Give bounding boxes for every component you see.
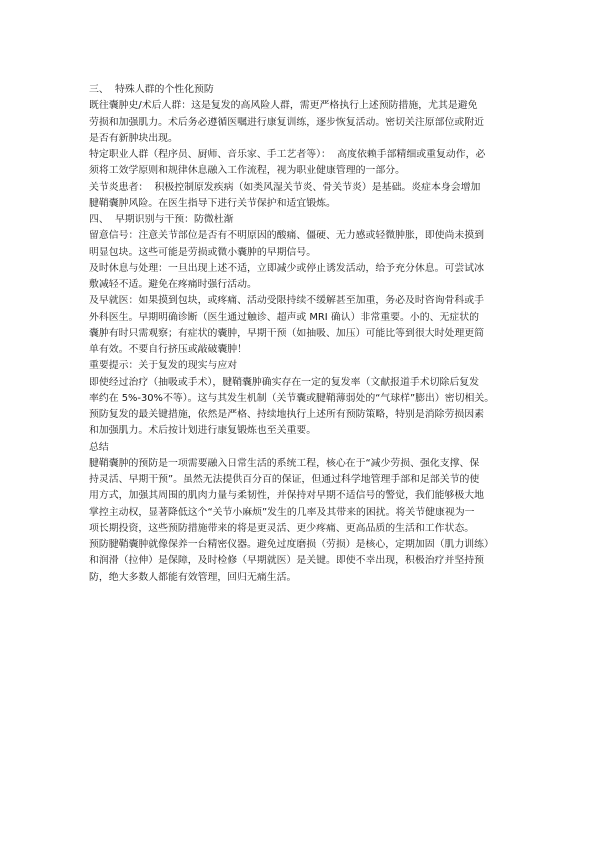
paragraph-line: 用方式，加强其周围的肌肉力量与柔韧性，并保持对早期不适信号的警觉，我们能够极大地	[89, 490, 485, 502]
paragraph-line: 留意信号：注意关节部位是否有不明原因的酸痛、僵硬、无力感或轻微肿胀，即使尚未摸到	[89, 230, 485, 242]
paragraph-line: 即使经过治疗（抽吸或手术），腱鞘囊肿确实存在一定的复发率（文献报道手术切除后复发	[89, 376, 480, 388]
section-heading-special-groups: 三、 特殊人群的个性化预防	[89, 84, 214, 95]
paragraph-line: 明显包块。这些可能是劳损或微小囊肿的早期信号。	[89, 246, 317, 258]
paragraph-line: 项长期投资，这些预防措施带来的将是更灵活、更少疼痛、更高品质的生活和工作状态。	[89, 522, 475, 534]
paragraph-line: 腱鞘囊肿的预防是一项需要融入日常生活的系统工程，核心在于“减少劳损、强化支撑、保	[89, 457, 480, 469]
paragraph-line: 单有效。不要自行挤压或敲破囊肿！	[89, 344, 248, 355]
paragraph-line: 预防腱鞘囊肿就像保养一台精密仪器。避免过度磨损（劳损）是核心，定期加固（肌力训练）	[89, 539, 494, 550]
paragraph-line: 关节炎患者： 积极控制原发疾病（如类风湿关节炎、骨关节炎）是基础。炎症本身会增加	[89, 181, 481, 193]
section-heading-early-detection: 四、 早期识别与干预：防微杜渐	[89, 214, 234, 225]
paragraph-line: 特定职业人群（程序员、厨师、音乐家、手工艺者等）： 高度依赖手部精细或重复动作，必	[89, 149, 486, 160]
paragraph-line: 须将工效学原则和规律休息融入工作流程，视为职业健康管理的一部分。	[89, 165, 406, 177]
paragraph-line: 腱鞘囊肿风险。在医生指导下进行关节保护和适宜锻炼。	[89, 197, 336, 209]
paragraph-line: 和加强肌力。术后按计划进行康复锻炼也至关重要。	[89, 425, 317, 437]
paragraph-line: 掌控主动权，显著降低这个“关节小麻烦”发生的几率及其带来的困扰。将关节健康视为一	[89, 506, 475, 518]
paragraph-line: 劳损和加强肌力。术后务必遵循医嘱进行康复训练，逐步恢复活动。密切关注原部位或附近	[89, 116, 485, 128]
document-body	[89, 82, 509, 586]
paragraph-line: 囊肿有时只需观察；有症状的囊肿，早期干预（如抽吸、加压）可能比等到很大时处理更简	[89, 327, 485, 339]
paragraph-line: 既往囊肿史/术后人群：这是复发的高风险人群，需更严格执行上述预防措施，尤其是避免	[89, 100, 478, 112]
paragraph-line: 率约在 5%-30%不等）。这与其发生机制（关节囊或腱鞘薄弱处的“气球样”膨出）密切相关。	[89, 392, 495, 404]
paragraph-line: 及时休息与处理：一旦出现上述不适，立即减少或停止诱发活动，给予充分休息。可尝试冰	[89, 262, 485, 274]
paragraph-line: 是否有新肿块出现。	[89, 132, 178, 144]
paragraph-line: 防，绝大多数人都能有效管理，回归无痛生活。	[89, 571, 297, 583]
paragraph-line: 及早就医：如果摸到包块，或疼痛、活动受限持续不缓解甚至加重，务必及时咨询骨科或手	[89, 295, 485, 307]
section-heading-recurrence: 重要提示：关于复发的现实与应对	[89, 360, 238, 372]
paragraph-line: 持灵活、早期干预”。虽然无法提供百分百的保证，但通过科学地管理手部和足部关节的使	[89, 474, 480, 485]
section-heading-summary: 总结	[89, 441, 109, 453]
paragraph-line: 和润滑（拉伸）是保障，及时检修（早期就医）是关键。即使不幸出现，积极治疗并坚持预	[89, 555, 485, 567]
paragraph-line: 敷减轻不适。避免在疼痛时强行活动。	[89, 279, 257, 290]
paragraph-line: 外科医生。早期明确诊断（医生通过触诊、超声或 MRI 确认）非常重要。小的、无症状的	[89, 311, 479, 323]
paragraph-line: 预防复发的最关键措施，依然是严格、持续地执行上述所有预防策略，特别是消除劳损因素	[89, 409, 485, 420]
